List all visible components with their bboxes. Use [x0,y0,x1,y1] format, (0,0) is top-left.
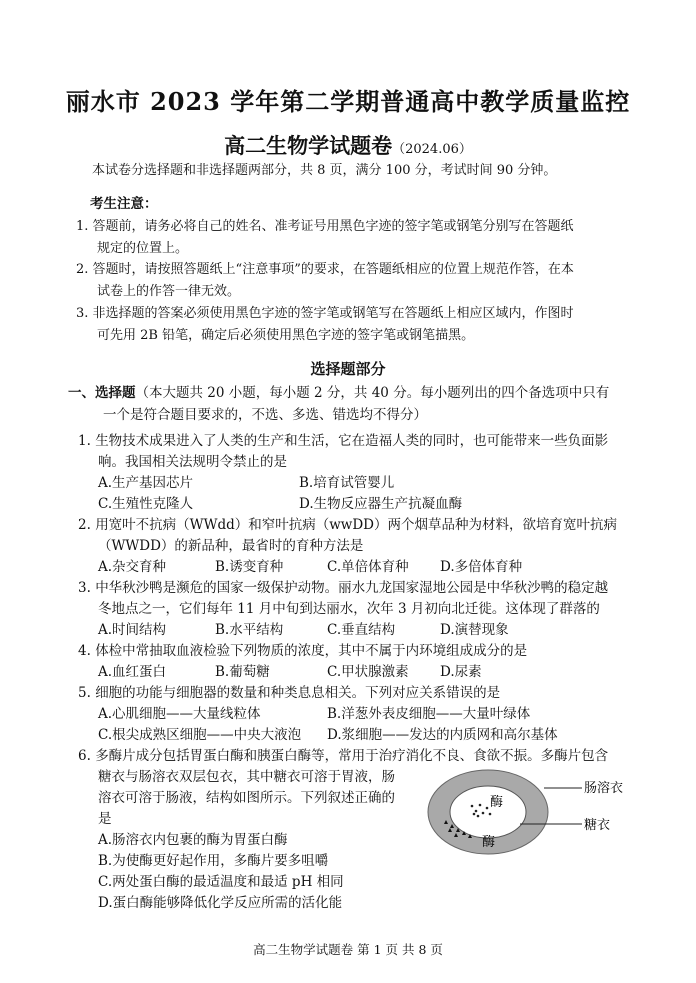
option-c: C.单倍体育种 [327,559,409,575]
section-title: 选择题部分 [310,360,386,378]
option-c: C.生殖性克隆人 [98,496,194,512]
notice-text: 答题前，请务必将自己的姓名、准考证号用黑色字迹的签字笔或钢笔分别写在答题纸 [92,219,574,234]
question-4 [78,640,527,662]
question-num: 4. [78,643,91,659]
option-d: D.演替现象 [440,622,509,638]
notice-item-2 [76,259,574,281]
question-stem: 细胞的功能与细胞器的数量和种类息息相关。下列对应关系错误的是 [95,685,501,701]
option-a: A.生产基因芯片 [98,475,194,491]
question-stem: 生物技术成果进入了人类的生产和生活，它在造福人类的同时，也可能带来一些负面影 [95,433,609,449]
option-b: B.洋葱外表皮细胞——大量叶绿体 [327,706,531,722]
option-a: A.杂交育种 [98,559,167,575]
option-b: B.水平结构 [215,622,284,638]
question-stem-cont: 糖衣与肠溶衣双层包衣，其中糖衣可溶于胃液，肠 [98,769,395,785]
question-stem-cont: 是 [98,811,112,827]
tablet-core [450,786,526,838]
paper-subtitle [0,130,696,160]
question-stem: 中华秋沙鸭是濒危的国家一级保护动物。丽水九龙国家湿地公园是中华秋沙鸭的稳定越 [95,580,609,596]
option-d: D.蛋白酶能够降低化学反应所需的活化能 [98,895,343,911]
enzyme-label-inner: 酶 [490,795,504,810]
exam-intro: 本试卷分选择题和非选择题两部分，共 8 页，满分 100 分，考试时间 90 分钟。 [92,163,557,178]
option-d: D.尿素 [440,664,482,680]
question-num: 3. [78,580,91,596]
exam-date: （2024.06） [392,142,472,157]
notice-text: 非选择题的答案必须使用黑色字迹的签字笔或钢笔写在答题纸上相应区域内，作图时 [92,306,574,321]
label-sugar-coating: 糖衣 [584,818,611,833]
part-rules-cont: 一个是符合题目要求的，不选、多选、错选均不得分） [103,407,427,423]
notice-item-1 [76,216,574,238]
question-2 [78,514,617,536]
option-b: B.培育试管婴儿 [299,475,395,491]
option-d: D.多倍体育种 [440,559,523,575]
page-footer: 高二生物学试题卷 第 1 页 共 8 页 [253,942,443,957]
question-num: 6. [78,748,91,764]
option-b: B.诱变育种 [215,559,284,575]
notice-item-1-cont: 规定的位置上。 [97,241,189,256]
option-d: D.浆细胞——发达的内质网和高尔基体 [327,727,558,743]
notice-item-2-cont: 试卷上的作答一律无效。 [97,284,241,299]
question-stem-cont: （WWDD）的新品种，最省时的育种方法是 [98,538,364,554]
part-heading [68,382,609,404]
option-a: A.时间结构 [98,622,167,638]
notice-heading: 考生注意： [90,196,158,212]
question-stem-cont: 溶衣可溶于肠液，结构如图所示。下列叙述正确的 [98,790,395,806]
option-c: C.甲状腺激素 [327,664,409,680]
question-5 [78,682,500,704]
exam-title: 丽水市 2023 学年第二学期普通高中教学质量监控 [65,87,631,116]
option-c: C.垂直结构 [327,622,396,638]
subtitle-text: 高二生物学试题卷 [224,133,393,158]
option-c: C.根尖成熟区细胞——中央大液泡 [98,727,302,743]
question-stem: 多酶片成分包括胃蛋白酶和胰蛋白酶等，常用于治疗消化不良、食欲不振。多酶片包含 [95,748,609,764]
label-enteric-coating: 肠溶衣 [584,781,624,796]
enzyme-label-outer: 酶 [482,835,496,850]
part-rules: （本大题共 20 小题，每小题 2 分，共 40 分。每小题列出的四个备选项中只有 [135,385,610,401]
tablet-diagram [420,762,640,862]
question-1 [78,430,608,452]
question-3 [78,577,608,599]
option-d: D.生物反应器生产抗凝血酶 [299,496,463,512]
option-a: A.肠溶衣内包裹的酶为胃蛋白酶 [98,832,288,848]
option-b: B.为使酶更好起作用，多酶片要多咀嚼 [98,853,329,869]
part-label: 一、选择题 [68,385,136,401]
question-stem: 体检中常抽取血液检验下列物质的浓度，其中不属于内环境组成成分的是 [95,643,528,659]
question-stem-cont: 冬地点之一，它们每年 11 月中旬到达丽水，次年 3 月初向北迁徙。这体现了群落的 [98,601,600,617]
notice-num: 1. [76,219,89,234]
question-num: 2. [78,517,91,533]
notice-item-3-cont: 可先用 2B 铅笔，确定后必须使用黑色字迹的签字笔或钢笔描黑。 [97,328,475,343]
option-c: C.两处蛋白酶的最适温度和最适 pH 相同 [98,874,344,890]
question-stem: 用宽叶不抗病（WWdd）和窄叶抗病（wwDD）两个烟草品种为材料，欲培育宽叶抗病 [95,517,617,533]
option-b: B.葡萄糖 [215,664,270,680]
question-num: 1. [78,433,91,449]
notice-item-3 [76,303,574,325]
notice-num: 2. [76,262,89,277]
question-stem-cont: 响。我国相关法规明令禁止的是 [98,454,287,470]
question-num: 5. [78,685,91,701]
notice-num: 3. [76,306,89,321]
option-a: A.心肌细胞——大量线粒体 [98,706,261,722]
option-a: A.血红蛋白 [98,664,167,680]
notice-text: 答题时，请按照答题纸上“注意事项”的要求，在答题纸相应的位置上规范作答，在本 [92,262,574,277]
